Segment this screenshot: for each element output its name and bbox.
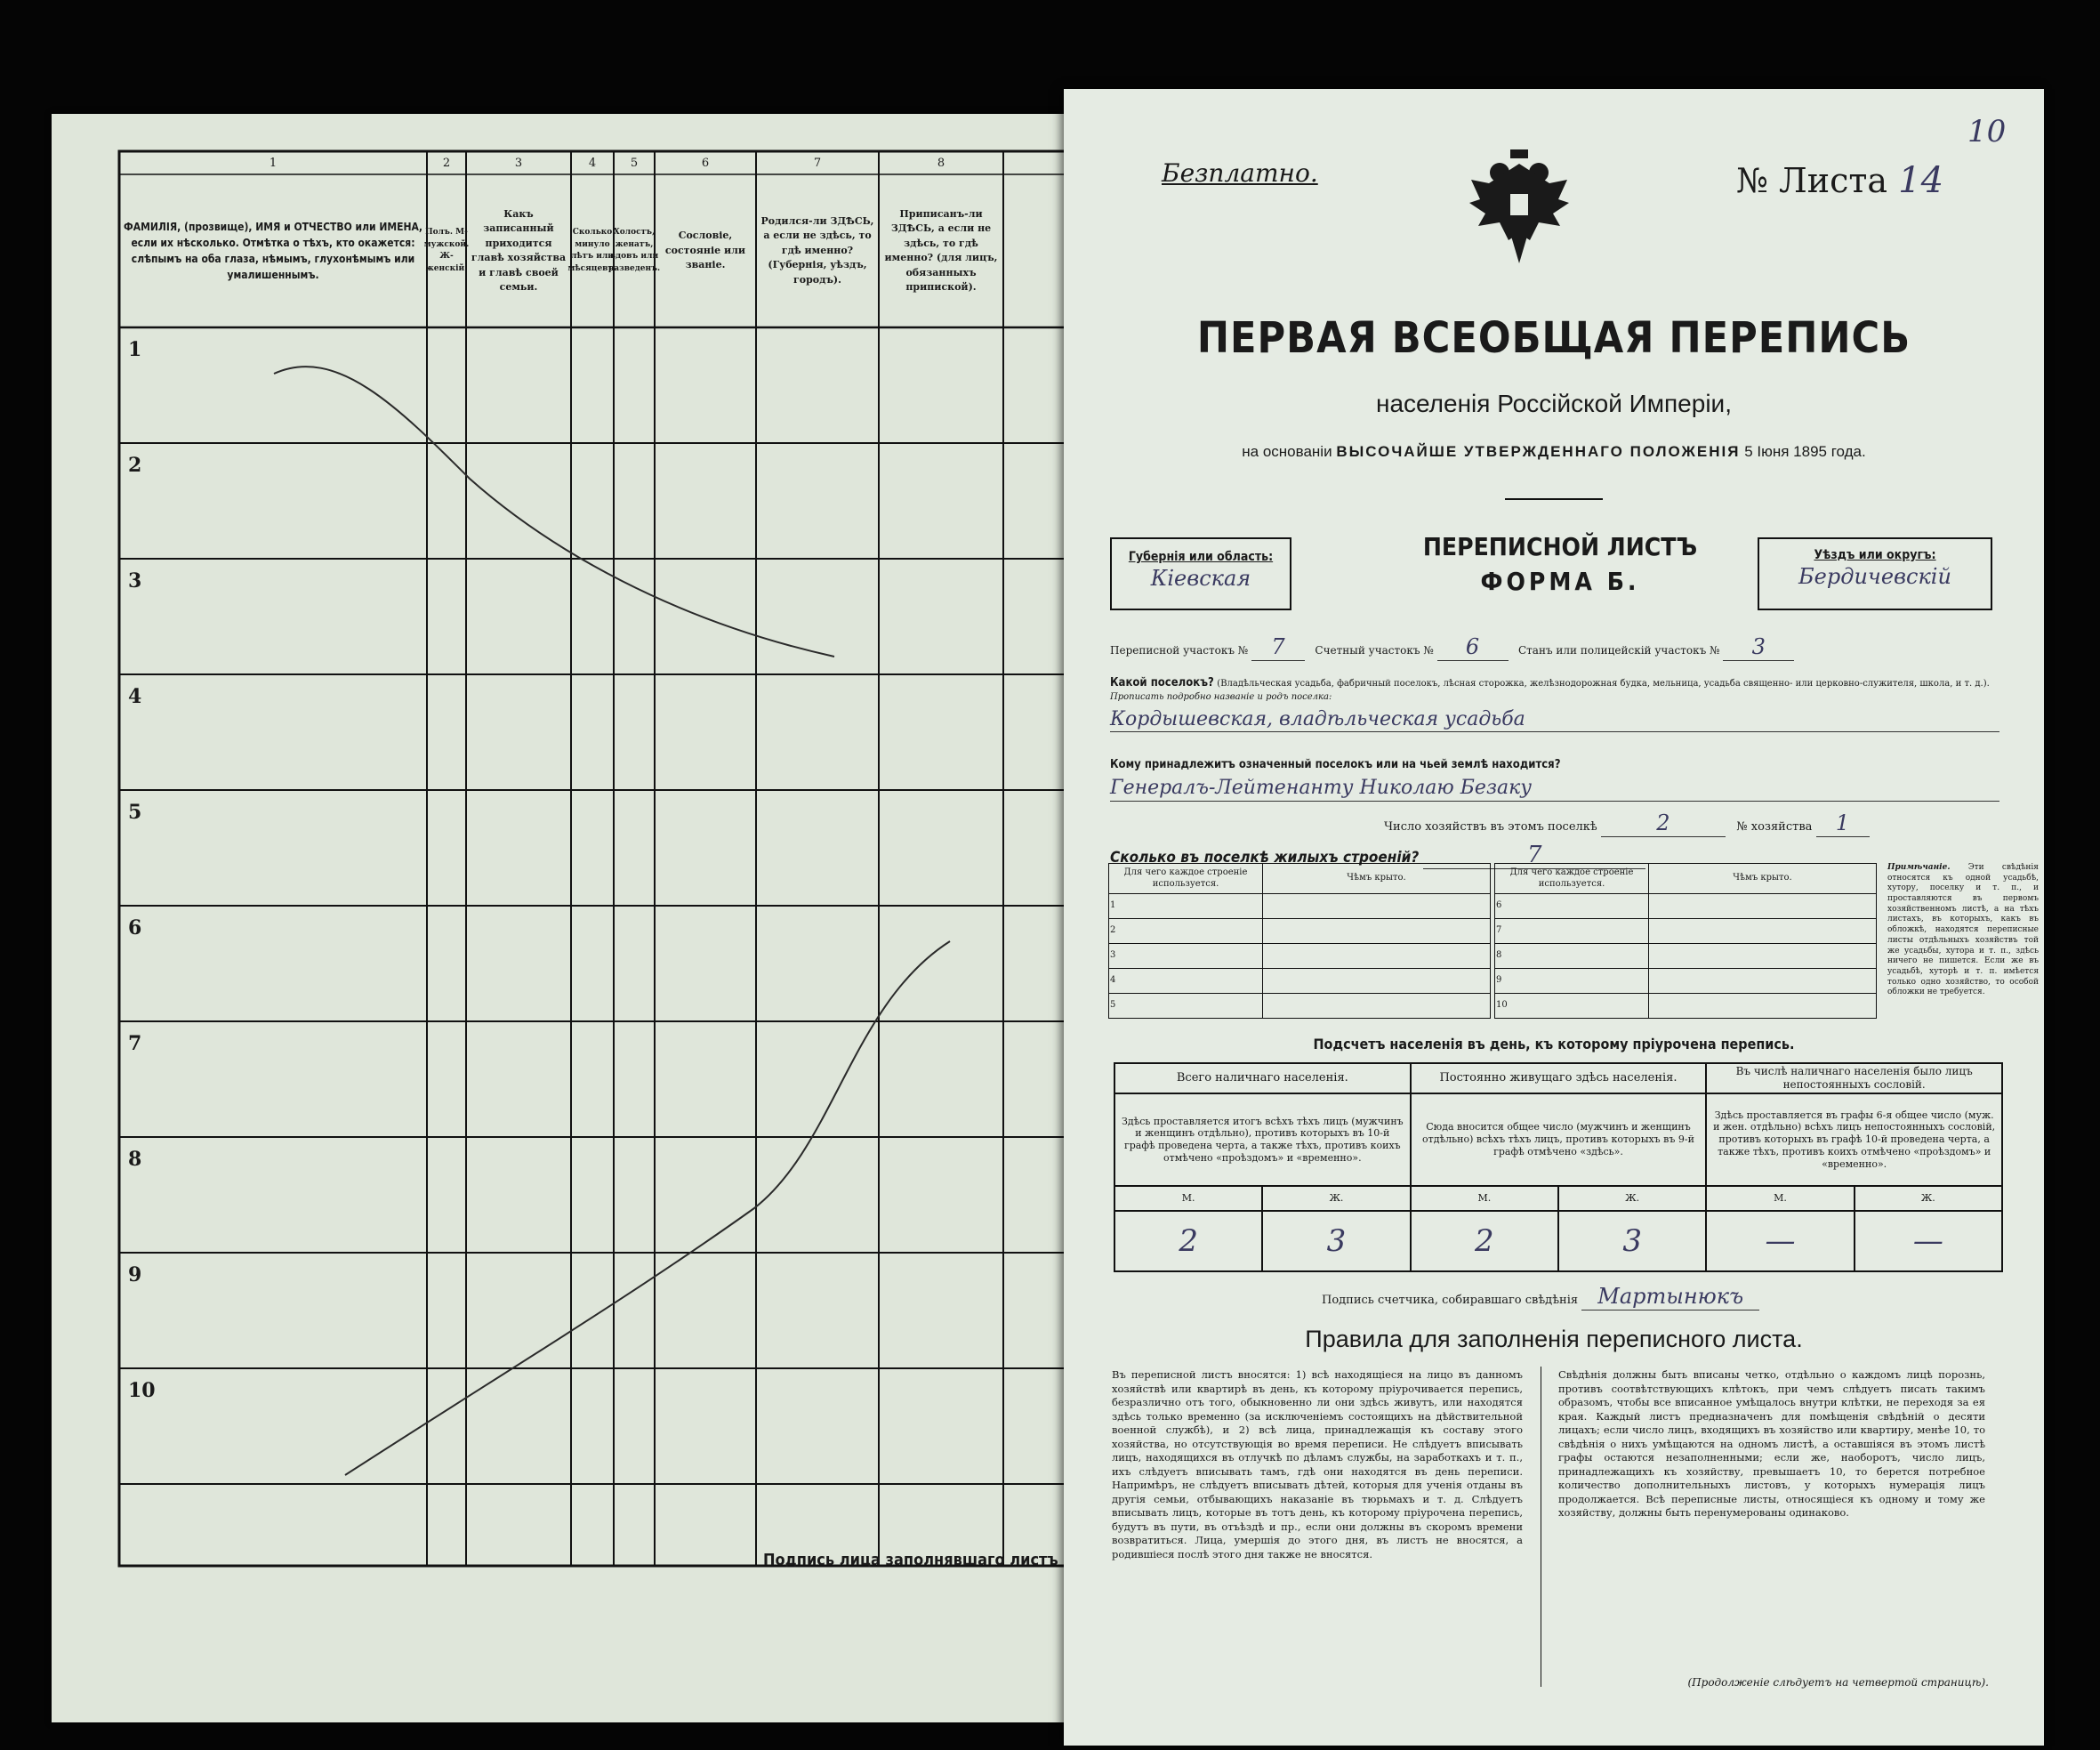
col-number-4: 4 [588, 157, 597, 170]
col-number-3: 3 [514, 157, 523, 170]
count-heading: Подсчетъ населенія въ день, къ которому пріурочена перепись. [1313, 1036, 1795, 1052]
police-district-value: 3 [1723, 633, 1794, 661]
household-no-value: 1 [1816, 810, 1870, 837]
census-basis: на основаніи ВЫСОЧАЙШЕ УТВЕРЖДЕННАГО ПОЛОЖЕНІЯ 5 Іюня 1895 года. [1242, 443, 1866, 460]
col-header-sex: Полъ. М-мужской. Ж-женскій. [423, 228, 470, 273]
count-value: — [1706, 1211, 1854, 1271]
settlement-value: Кордышевская, владѣльческая усадьба [1110, 707, 1999, 733]
col-number-8: 8 [937, 157, 945, 170]
free-label: Безплатно. [1162, 158, 1318, 188]
row-number: 4 [128, 685, 142, 708]
census-subtitle: населенія Россійской Имперіи, [1376, 390, 1732, 417]
uezd-box: Уѣздъ или округъ: Бердичевскій [1758, 537, 1992, 610]
count-value: — [1855, 1211, 2002, 1271]
gubernia-box: Губернія или область: Кіевская [1110, 537, 1291, 610]
households-value: 2 [1601, 810, 1726, 837]
corner-note: 10 [1967, 114, 2007, 149]
count-district-value: 6 [1437, 633, 1509, 661]
col-header-name: ФАМИЛІЯ, (прозвище), ИМЯ и ОТЧЕСТВО или ИМЕНА, если их нѣсколько. Отмѣтка о тѣхъ, кто окажется: слѣпымъ на оба глаза, нѣмымъ, глухонѣмымъ или умалишеннымъ. [124, 221, 422, 281]
counter-signature-line: Подпись счетчика, собиравшаго свѣдѣнія Мартынюкъ [1322, 1283, 1998, 1310]
row-number: 10 [128, 1379, 156, 1402]
row-number: 6 [128, 916, 142, 940]
buildings-value: 7 [1423, 842, 1645, 869]
uezd-value: Бердичевскій [1798, 564, 1951, 589]
title-divider [1505, 498, 1603, 500]
buildings-table-left: Для чего каждое строеніе используется. Чѣмъ крыто. 1 2 3 4 5 [1108, 863, 1491, 1019]
buildings-table-right: Для чего каждое строеніе используется. Чѣмъ крыто. 6 7 8 9 10 [1494, 863, 1877, 1019]
left-signature-label: Подпись лица заполнявшаго листъ [763, 1551, 1058, 1569]
buildings-line: Сколько въ поселкѣ жилыхъ строеній? 7 [1110, 842, 1911, 869]
col-header-registered: Приписанъ-ли ЗДѢСЬ, а если не здѣсь, то гдѣ именно? (для лицъ, обязанныхъ припиской). [884, 207, 998, 293]
count-value: 2 [1114, 1211, 1262, 1271]
rules-right-text: Свѣдѣнія должны быть вписаны четко, отдѣльно о каждомъ лицѣ порознь, противъ соотвѣтствующихъ клѣтокъ, при чемъ слѣдуетъ писать такимъ образомъ, чтобы все вписанное умѣщалось внутри клѣтки, не переходя за ея края. Каждый листъ предназначенъ для помѣщенія свѣдѣній о десяти лицахъ; если число лицъ, входящихъ въ хозяйство или квартиру, менѣе 10, то свѣдѣнія о нихъ умѣщаются на одномъ листѣ, а оставшіяся въ этомъ листѣ графы остаются незаполненными; если же, наоборотъ, число лицъ, принадлежащихъ къ хозяйству, превышаетъ 10, то берется потребное количество дополнительныхъ листовъ, у которыхъ нумерація лицъ продолжается. Всѣ переписные листы, относящіеся къ одному и тому же хозяйству, должны быть перенумерованы одинаково. [1558, 1368, 1985, 1520]
population-count-table: Всего наличнаго населенія. Постоянно живущаго здѣсь населенія. Въ числѣ наличнаго населенія было лицъ непостоянныхъ сословій. Здѣсь проставляется итогъ всѣхъ тѣхъ лицъ (мужчинъ и женщинъ отдѣльно), противъ которыхъ въ 10-й графѣ проведена черта, а также тѣхъ, противъ коихъ отмѣчено «проѣздомъ» и «временно». Сюда вносится общее число (мужчинъ и женщинъ отдѣльно) всѣхъ тѣхъ лицъ, противъ которыхъ въ 9-й графѣ отмѣчено «здѣсь». Здѣсь проставляется въ графы 6-я общее число (муж. и жен. отдѣльно) всѣхъ лицъ непостоянныхъ сословій, противъ которыхъ въ графѣ 10-й проведена черта, а также тѣхъ, противъ коихъ отмѣчено «проѣздомъ» и «временно». М. Ж. М. Ж. М. Ж. 2 3 2 3 — — [1114, 1062, 2003, 1272]
rules-left-text: Въ переписной листъ вносятся: 1) всѣ находящіеся на лицо въ данномъ хозяйствѣ или квартирѣ въ день, къ которому пріурочивается перепись, безразлично отъ того, обыкновенно ли они здѣсь живутъ, или находятся здѣсь только временно (за исключеніемъ состоящихъ на дѣйствительной военной службѣ), и 2) всѣ лица, принадлежащія къ составу этого хозяйства, но отсутствующія во время переписи. Не слѣдуетъ вписывать лицъ, находящихся въ отлучкѣ по дѣламъ службы, на заработкахъ и т. п., ихъ слѣдуетъ вписывать тамъ, гдѣ они находятся въ день переписи. Напримѣръ, не слѣдуетъ вписывать дѣтей, которыя для ученія отданы въ другія семьи, отбывающихъ наказаніе въ тюрьмахъ и т. д. Слѣдуетъ вписывать лицъ, которые въ тотъ день, къ которому пріурочена перепись, будутъ въ пути, въ отъѣздѣ и пр., если они должны въ скоромъ времени возвратиться. Лица, умершія до этого дня, въ листъ не вносятся, а родившіеся послѣ этого дня также не вносятся. [1112, 1368, 1523, 1560]
row-number: 5 [128, 801, 142, 824]
row-number: 8 [128, 1148, 142, 1171]
col-header-estate: Сословіе, состояніе или званіе. [664, 230, 746, 271]
count-value: 3 [1262, 1211, 1410, 1271]
row-number: 9 [128, 1263, 142, 1286]
col-number-2: 2 [442, 157, 451, 170]
district-line: Переписной участокъ № 7 Счетный участокъ № 6 Станъ или полицейскій участокъ № 3 [1110, 633, 1999, 661]
row-number: 2 [128, 454, 142, 477]
col-number-7: 7 [813, 157, 822, 170]
owner-block: Кому принадлежитъ означенный поселокъ или на чьей землѣ находится? Генералъ-Лейтенанту Николаю Безаку [1110, 758, 1999, 802]
counter-signature-value: Мартынюкъ [1581, 1283, 1759, 1310]
col-header-marital: Холостъ, женатъ, вдовъ или разведенъ. [607, 228, 661, 273]
row-number: 3 [128, 569, 142, 593]
col-number-6: 6 [701, 157, 710, 170]
census-title: ПЕРВАЯ ВСЕОБЩАЯ ПЕРЕПИСЬ [1196, 313, 1911, 363]
count-value: 2 [1411, 1211, 1558, 1271]
buildings-note: Примѣчаніе. Эти свѣдѣнія относятся къ одной усадьбѣ, хутору, поселку и т. п., и проставляются въ первомъ хозяйственномъ листѣ, а на тѣхъ листахъ, въ которыхъ, какъ въ обложкѣ, находятся переписные листы отдѣльныхъ хозяйствъ той же усадьбы, хутора и т. п., здѣсь ничего не пишется. Если же въ усадьбѣ, хуторѣ и т. п. имѣется только одно хозяйство, то особой обложки не требуется. [1887, 863, 2039, 997]
rules-title: Правила для заполненія переписного листа. [1305, 1326, 1803, 1352]
form-title-block: ПЕРЕПИСНОЙ ЛИСТЪ ФОРМА Б. [1422, 532, 1698, 596]
left-table [119, 151, 1071, 1566]
rules-continue-note: (Продолженіе слѣдуетъ на четвертой страницѣ). [1687, 1676, 1989, 1689]
sheet-number-label: № Листа 14 [1736, 160, 1944, 201]
census-district-value: 7 [1251, 633, 1305, 661]
col-header-relation: Какъ записанный приходится главѣ хозяйства и главѣ своей семьи. [471, 207, 567, 293]
owner-value: Генералъ-Лейтенанту Николаю Безаку [1110, 776, 1999, 802]
col-number-5: 5 [630, 157, 639, 170]
count-value: 3 [1558, 1211, 1706, 1271]
row-number: 1 [128, 338, 142, 361]
col-number-1: 1 [269, 157, 278, 170]
col-header-age: Сколько минуло лѣтъ или мѣсяцевъ. [567, 228, 617, 273]
right-census-sheet [1064, 89, 2044, 1746]
gubernia-value: Кіевская [1150, 566, 1251, 591]
sheet-number-value: 14 [1898, 160, 1944, 201]
row-number: 7 [128, 1032, 142, 1055]
double-eagle-icon [1464, 148, 1574, 267]
col-header-birthplace: Родился-ли ЗДѢСЬ, а если не здѣсь, то гдѣ именно? (Губернія, уѣздъ, городъ). [760, 214, 874, 286]
settlement-block: Какой поселокъ? (Владѣльческая усадьба, фабричный поселокъ, лѣсная сторожка, желѣзнодорожная будка, мельница, усадьба священно- или церковно-служителя, школа, и т. д.). Прописать подробно названіе и родъ поселка: Кордышевская, владѣльческая усадьба [1110, 676, 1999, 732]
left-census-sheet [52, 114, 1076, 1722]
households-line: Число хозяйствъ въ этомъ поселкѣ 2 № хозяйства 1 [1384, 810, 1998, 837]
